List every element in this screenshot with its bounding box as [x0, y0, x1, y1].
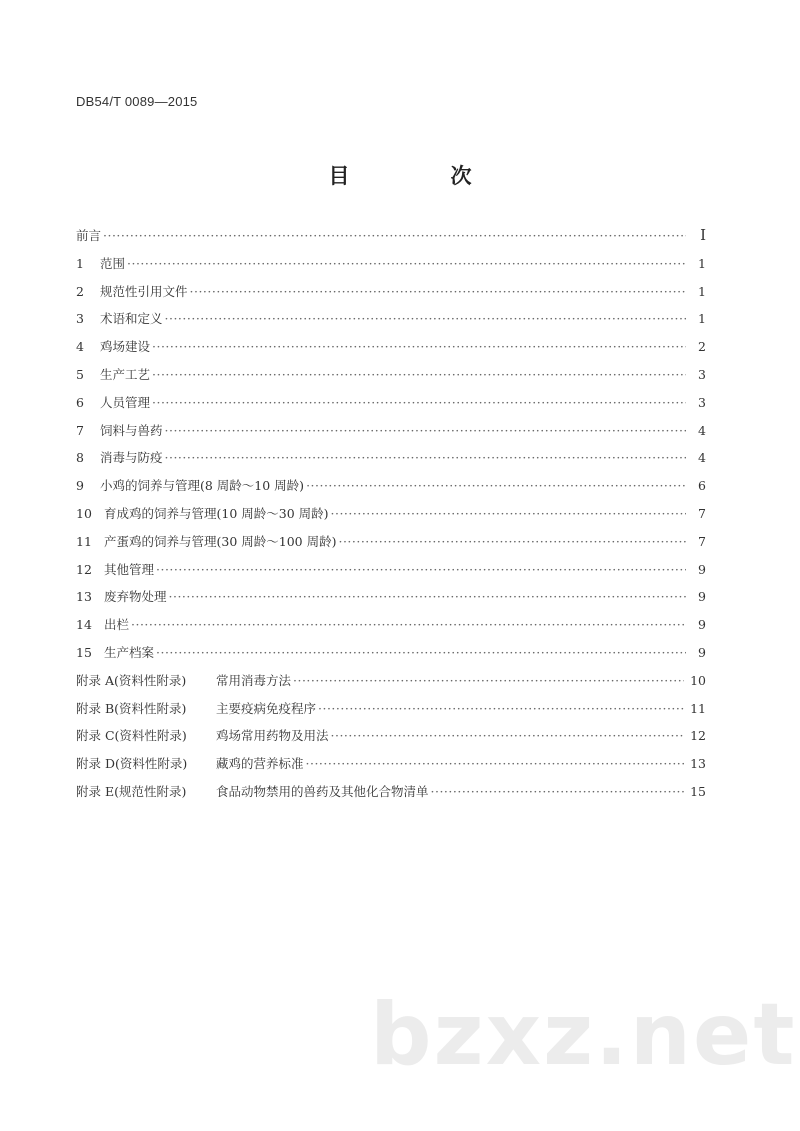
toc-entry-page: 9	[698, 644, 706, 660]
leader-dots	[127, 256, 686, 271]
toc-entry-label: 废弃物处理	[104, 589, 167, 605]
leader-dots	[152, 339, 686, 354]
standard-code: DB54/T 0089—2015	[76, 94, 198, 109]
leader-dots	[156, 562, 686, 577]
toc-entry-page: I	[700, 226, 706, 244]
leader-dots	[306, 756, 685, 771]
toc-entry-number: 11	[76, 533, 92, 549]
toc-entry-number: 14	[76, 617, 92, 633]
toc-appendix-prefix: 附录 D(资料性附录)	[76, 756, 188, 772]
toc-entry[interactable]	[76, 282, 706, 310]
toc-entry-number: 8	[76, 450, 84, 466]
leader-dots	[165, 311, 686, 326]
toc-entry-number: 2	[76, 283, 84, 299]
watermark-logo: bzxz.net	[370, 985, 797, 1085]
toc-entry-page: 7	[698, 505, 706, 521]
toc-entry-label: 术语和定义	[100, 311, 163, 327]
toc-entry[interactable]	[76, 532, 706, 560]
toc-entry-number: 5	[76, 366, 84, 382]
toc-entry[interactable]	[76, 309, 706, 337]
toc-entry-appendix[interactable]	[76, 726, 706, 754]
toc-entry-page: 3	[698, 366, 706, 382]
toc-entry-page: 4	[698, 422, 706, 438]
toc-entry-number: 13	[76, 589, 92, 605]
leader-dots	[152, 367, 686, 382]
toc-entry-number: 7	[76, 422, 84, 438]
page-title: 目 次	[328, 163, 512, 188]
leader-dots	[318, 701, 684, 716]
toc-entry-page: 15	[690, 783, 706, 799]
toc-entry-page: 7	[698, 533, 706, 549]
toc-entry-appendix[interactable]	[76, 699, 706, 727]
toc-entry-appendix[interactable]	[76, 671, 706, 699]
toc-entry-page: 9	[698, 617, 706, 633]
toc-entry-label: 其他管理	[104, 561, 155, 577]
toc-entry[interactable]	[76, 337, 706, 365]
toc-entry[interactable]	[76, 421, 706, 449]
leader-dots	[331, 728, 685, 743]
toc-entry-page: 4	[698, 450, 706, 466]
toc-entry-page: 9	[698, 561, 706, 577]
toc-entry-label: 消毒与防疫	[100, 450, 163, 466]
toc-entry-page: 2	[698, 339, 706, 355]
toc-entry-label: 主要疫病免疫程序	[216, 700, 317, 716]
toc-entry-number: 15	[76, 644, 92, 660]
toc-entry-label: 出栏	[104, 617, 130, 633]
toc-entry[interactable]	[76, 448, 706, 476]
toc-entry[interactable]	[76, 504, 706, 532]
leader-dots	[331, 506, 686, 521]
leader-dots	[131, 617, 686, 632]
toc-entry-page: 13	[690, 756, 706, 772]
toc-entry-number: 10	[76, 505, 92, 521]
toc-entry-label: 生产档案	[104, 644, 155, 660]
toc-entry-page: 12	[690, 728, 706, 744]
toc-appendix-prefix: 附录 B(资料性附录)	[76, 700, 187, 716]
toc-entry-page: 3	[698, 394, 706, 410]
toc-entry-label: 常用消毒方法	[216, 672, 292, 688]
toc-appendix-prefix: 附录 A(资料性附录)	[76, 672, 187, 688]
toc-entry-page: 9	[698, 589, 706, 605]
leader-dots	[293, 673, 684, 688]
toc-entry[interactable]	[76, 615, 706, 643]
toc-entry-appendix[interactable]	[76, 754, 706, 782]
toc-appendix-prefix: 附录 E(规范性附录)	[76, 783, 187, 799]
toc-entry-label: 产蛋鸡的饲养与管理(30 周龄～100 周龄)	[104, 533, 337, 549]
toc-entry-number: 3	[76, 311, 84, 327]
leader-dots	[156, 645, 686, 660]
leader-dots	[306, 478, 686, 493]
toc-entry-number: 4	[76, 339, 84, 355]
toc-entry-number: 1	[76, 255, 84, 271]
toc-entry-label: 育成鸡的饲养与管理(10 周龄～30 周龄)	[104, 505, 329, 521]
toc-entry-label: 人员管理	[100, 394, 151, 410]
toc-entry-label: 食品动物禁用的兽药及其他化合物清单	[216, 783, 429, 799]
toc-entry[interactable]	[76, 476, 706, 504]
toc-entry[interactable]	[76, 393, 706, 421]
toc-entry[interactable]	[76, 365, 706, 393]
toc-entry[interactable]	[76, 587, 706, 615]
toc-entry-page: 1	[698, 255, 706, 271]
toc-entry-label: 范围	[100, 255, 126, 271]
toc-entry[interactable]	[76, 254, 706, 282]
toc-entry-label: 鸡场常用药物及用法	[216, 728, 329, 744]
toc-entry-label: 饲料与兽药	[100, 422, 163, 438]
toc-entry-number: 9	[76, 478, 84, 494]
leader-dots	[165, 450, 686, 465]
leader-dots	[169, 589, 686, 604]
toc-entry-page: 1	[698, 311, 706, 327]
table-of-contents	[76, 226, 706, 810]
leader-dots	[338, 534, 686, 549]
toc-entry-page: 10	[690, 672, 706, 688]
toc-entry-number: 12	[76, 561, 92, 577]
toc-entry-appendix[interactable]	[76, 782, 706, 810]
leader-dots	[190, 284, 686, 299]
leader-dots	[165, 423, 686, 438]
toc-entry[interactable]	[76, 560, 706, 588]
leader-dots	[152, 395, 686, 410]
toc-entry-page: 11	[690, 700, 706, 716]
toc-entry-foreword[interactable]	[76, 226, 706, 254]
toc-entry-label: 前言	[76, 228, 102, 243]
leader-dots	[431, 784, 685, 799]
toc-appendix-prefix: 附录 C(资料性附录)	[76, 728, 187, 744]
toc-entry-page: 6	[698, 478, 706, 494]
toc-entry[interactable]	[76, 643, 706, 671]
toc-entry-number: 6	[76, 394, 84, 410]
leader-dots	[103, 228, 686, 243]
toc-entry-label: 藏鸡的营养标准	[216, 756, 304, 772]
toc-entry-page: 1	[698, 283, 706, 299]
toc-entry-label: 鸡场建设	[100, 339, 151, 355]
toc-entry-label: 小鸡的饲养与管理(8 周龄～10 周龄)	[100, 478, 305, 494]
toc-entry-label: 规范性引用文件	[100, 283, 188, 299]
toc-entry-label: 生产工艺	[100, 366, 151, 382]
